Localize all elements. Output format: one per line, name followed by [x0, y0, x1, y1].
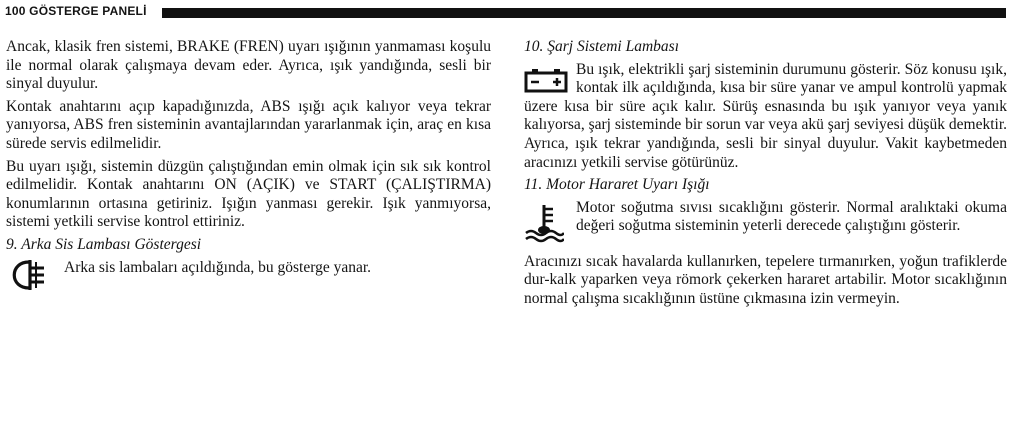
page-title: 100 GÖSTERGE PANELİ	[5, 4, 147, 18]
section-9-heading: 9. Arka Sis Lambası Göstergesi	[6, 235, 202, 253]
section-9-text: Arka sis lambaları açıldığında, bu gösterge yanar.	[64, 258, 372, 276]
section-11-body	[524, 199, 1007, 243]
battery-charge-icon	[524, 67, 568, 93]
paragraph-check: Bu uyarı ışığı, sistemin düzgün çalıştığından emin olmak için sık sık kontrol edilmelidir. Kontak anahtarını ON (AÇIK) ve START (ÇALIŞTIRMA) konumlarının ortasına getiriniz. Işığın yanması gerekir. Işık yanmıyorsa, sistemi yetkili servise kontrol ettiriniz.	[6, 157, 491, 231]
section-11-heading: 11. Motor Hararet Uyarı Işığı	[524, 176, 710, 194]
paragraph-brake: Ancak, klasik fren sistemi, BRAKE (FREN) uyarı ışığının yanmaması koşulu ile normal olarak çalışmaya devam eder. Ayrıca, ışık yandığında, sesli bir sinyal duyulur.	[6, 38, 491, 93]
paragraph-overheat: Aracınızı sıcak havalarda kullanırken, tepelere tırmanırken, yoğun trafiklerde dur-kalk yaparken veya römork çekerken hararet artabilir. Motor sıcaklığının normal çalışma sıcaklığının üstüne çıkmasına izin vermeyin.	[524, 252, 1007, 307]
paragraph-abs: Kontak anahtarını açıp kapadığınızda, ABS ışığı açık kalıyor veya tekrar yanıyorsa, ABS fren sisteminin avantajlarından yararlanmak için, araç en kısa sürede servis edilmelidir.	[6, 97, 491, 152]
right-column	[524, 38, 1007, 313]
section-10-heading: 10. Şarj Sistemi Lambası	[524, 38, 680, 55]
left-column	[6, 38, 491, 295]
page-header	[0, 0, 1024, 24]
section-10-text: Bu ışık, elektrikli şarj sisteminin durumunu gösterir. Söz konusu ışık, kontak ilk açıldığında, kısa bir süre yanar ve ampul kontrolü yapmak üzere kısa bir süre açık kalır. Sürüş esnasında bu ışık yanıyor veya yanık kalıyorsa, şarj sisteminde bir sorun var veya akü şarj seviyesi düşük demektir. Ayrıca, ışık tekrar yandığında, sesli bir sinyal duyulur. Vakit kaybetmeden aracınızı yetkili servise götürünüz.	[524, 60, 1007, 171]
rear-fog-lamp-icon	[6, 259, 62, 291]
section-11-text: Motor soğutma sıvısı sıcaklığını gösterir. Normal aralıktaki okuma değeri soğutma sisteminin yeterli derecede çalıştığını gösterir.	[576, 198, 1007, 235]
coolant-temperature-icon	[524, 203, 564, 243]
header-rule	[162, 8, 1006, 18]
section-10-body	[524, 61, 1007, 173]
section-9-body	[6, 259, 491, 291]
